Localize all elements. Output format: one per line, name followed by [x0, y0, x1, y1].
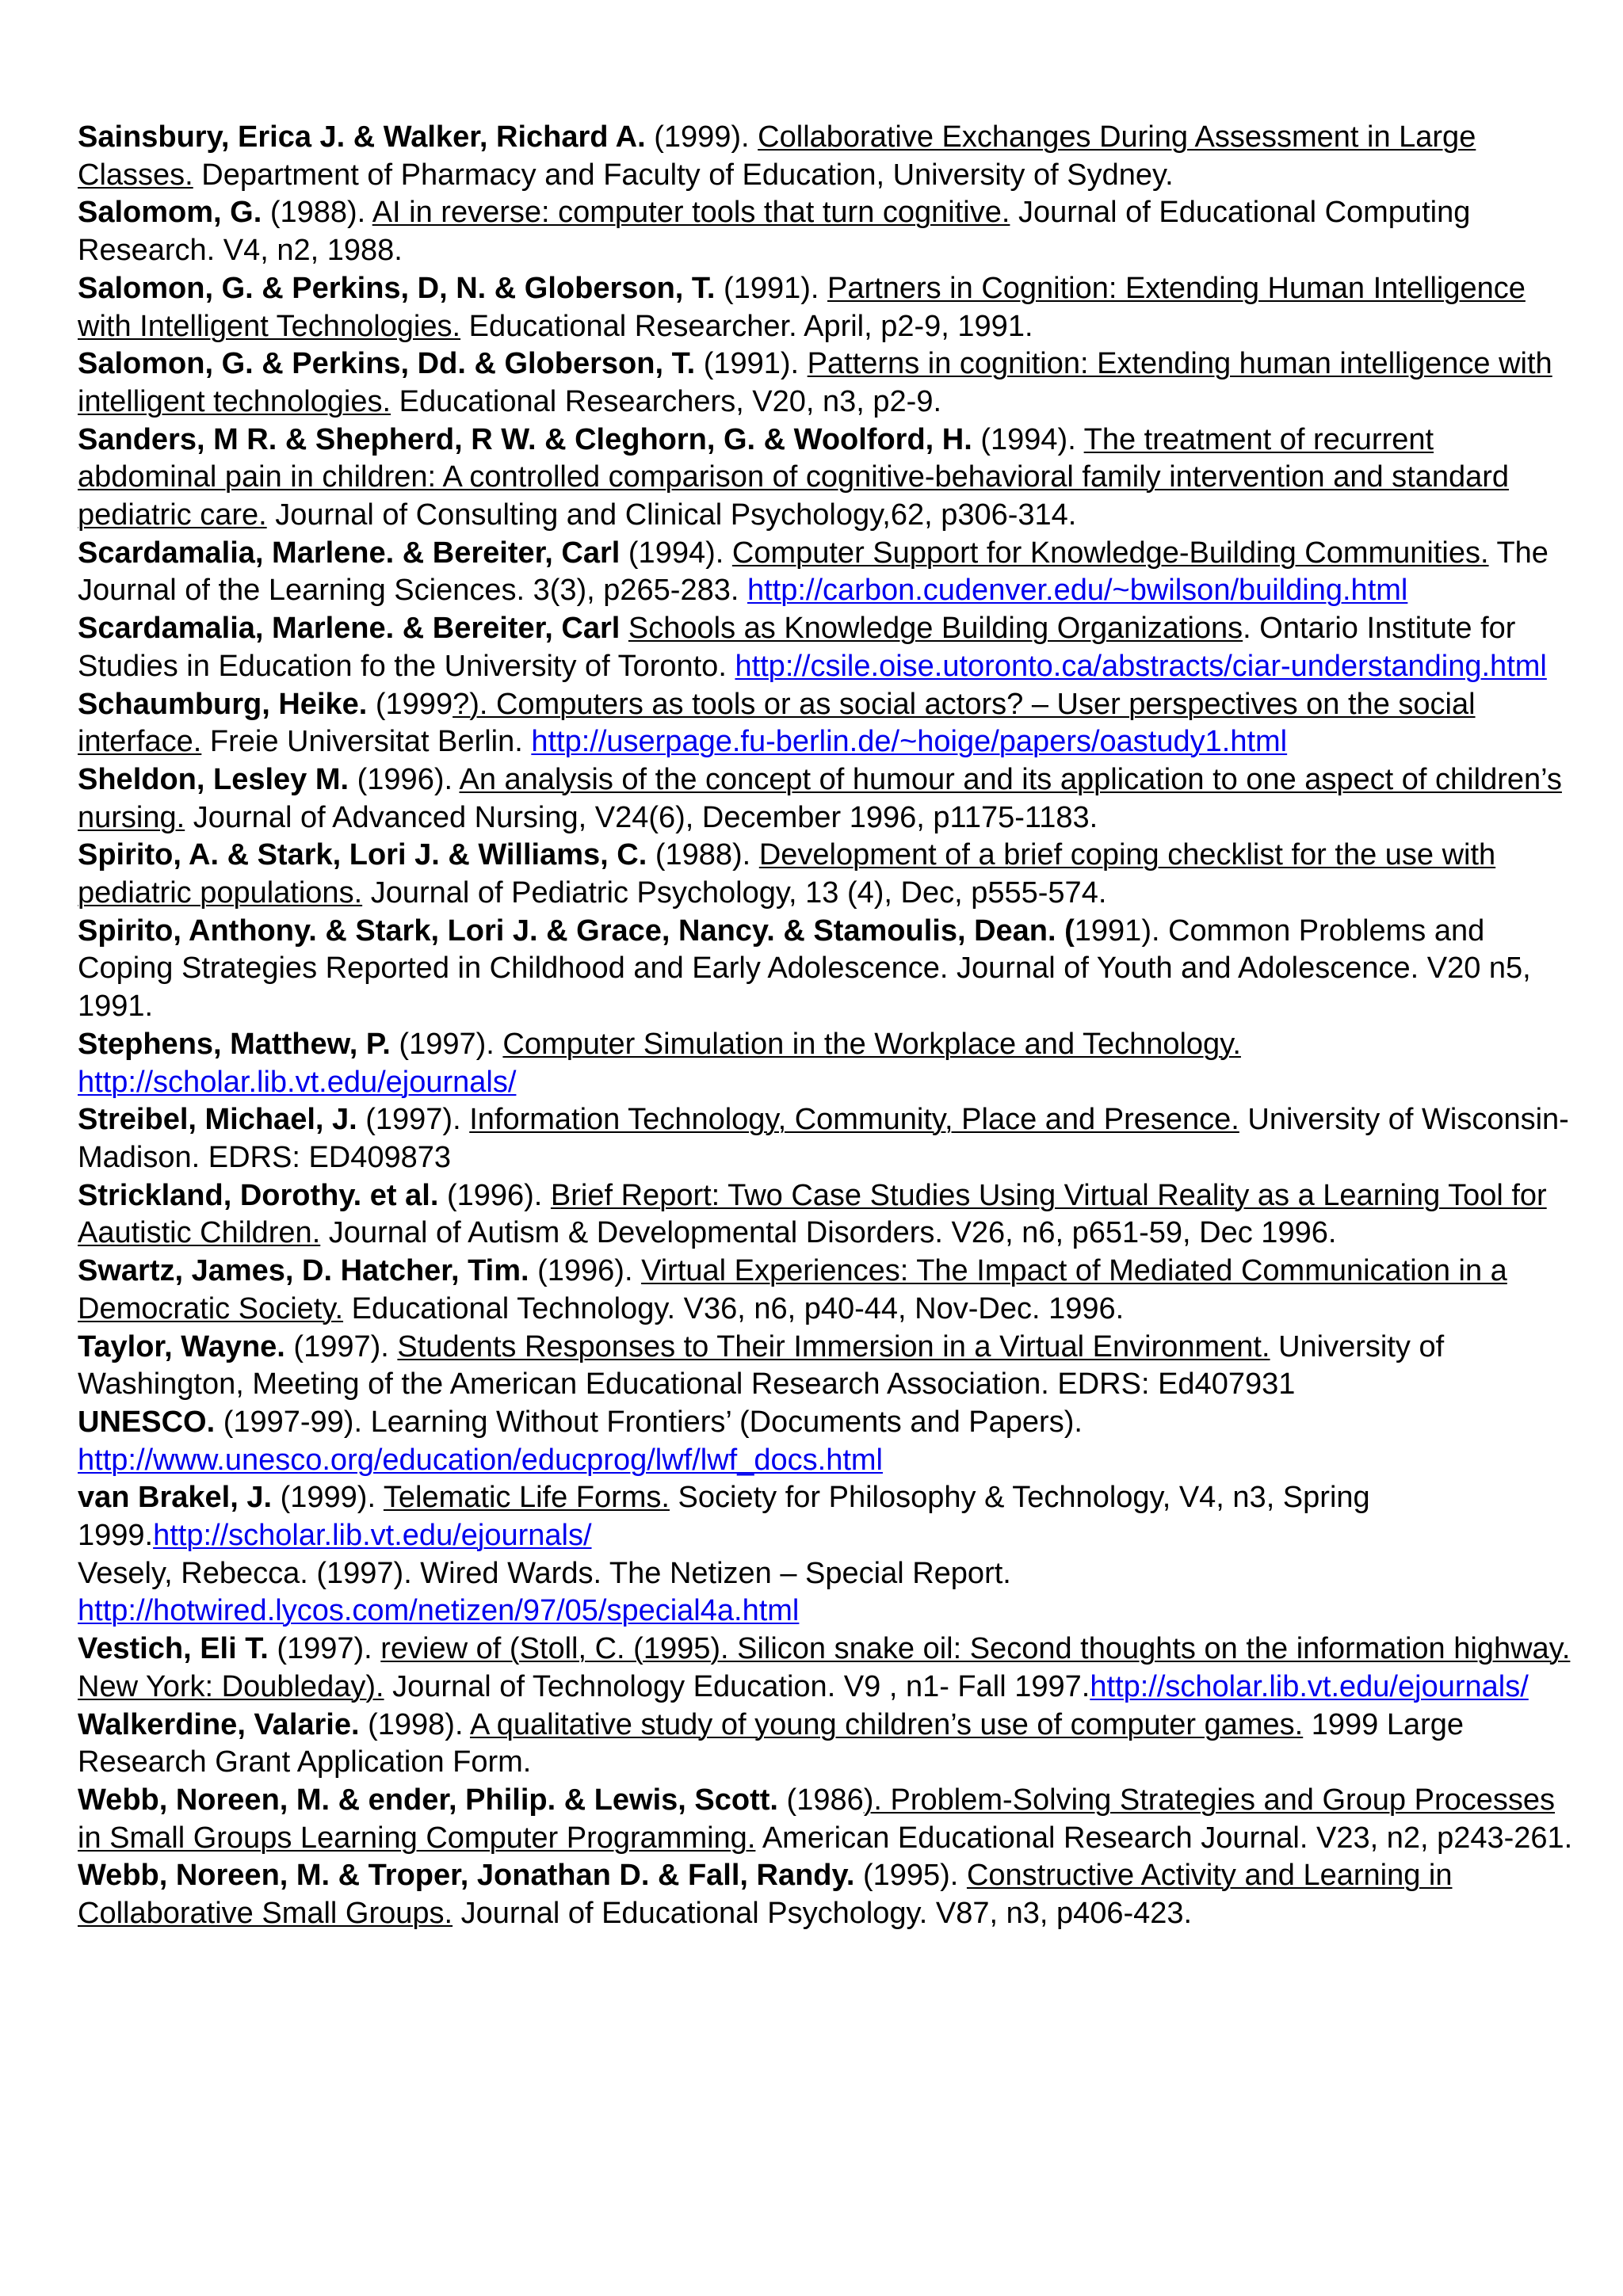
reference-source: Educational Researcher. April, p2-9, 1991.	[460, 309, 1033, 343]
reference-title: Computer Simulation in the Workplace and Technology.	[502, 1027, 1241, 1061]
reference-source: Journal of Advanced Nursing, V24(6), December 1996, p1175-1183.	[185, 800, 1098, 834]
reference-title: Students Responses to Their Immersion in a Virtual Environment.	[397, 1329, 1270, 1363]
reference-source: Common Problems and Coping Strategies Reported in Childhood and Early Adolescence. Journal of Youth and Adolescence. V20 n5, 1991.	[78, 913, 1531, 1024]
reference-source: Department of Pharmacy and Faculty of Education, University of Sydney.	[193, 158, 1174, 192]
reference-entry	[78, 1177, 1575, 1253]
reference-title: Brief Report: Two Case Studies Using Virtual Reality as a Learning Tool for Aautistic Children.	[78, 1178, 1547, 1250]
reference-title: Virtual Experiences: The Impact of Mediated Communication in a Democratic Society.	[78, 1254, 1507, 1325]
reference-entry	[78, 761, 1575, 837]
reference-entry	[78, 1404, 1575, 1479]
reference-source: Learning Without Frontiers’ (Documents and Papers).	[370, 1405, 1083, 1439]
reference-authors: Spirito, A. & Stark, Lori J. & Williams, C.	[78, 838, 647, 872]
reference-authors: Strickland, Dorothy. et al.	[78, 1178, 439, 1212]
reference-title: ?). Computers as tools or as social actors? – User perspectives on the social interface.	[78, 687, 1476, 759]
reference-authors: Sanders, M R. & Shepherd, R W. & Cleghorn, G. & Woolford, H.	[78, 422, 972, 456]
reference-title: review of (Stoll, C. (1995). Silicon snake oil: Second thoughts on the information highway. New York: Doubleday).	[78, 1632, 1571, 1703]
reference-year: (1991).	[695, 347, 808, 381]
reference-authors: van Brakel, J.	[78, 1481, 273, 1515]
reference-year: (1999).	[645, 120, 758, 154]
reference-year: (1988).	[647, 838, 759, 872]
reference-authors: Webb, Noreen, M. & ender, Philip. & Lewis, Scott.	[78, 1783, 778, 1817]
reference-source: Educational Researchers, V20, n3, p2-9.	[391, 384, 942, 418]
reference-authors: Walkerdine, Valarie.	[78, 1707, 360, 1741]
reference-authors: Vestich, Eli T.	[78, 1632, 269, 1666]
reference-year: (1997).	[268, 1632, 381, 1666]
reference-entry	[78, 1555, 1575, 1630]
reference-year: (1995).	[854, 1859, 967, 1893]
reference-entry	[78, 1253, 1575, 1328]
reference-source: Journal of Technology Education. V9 , n1- Fall 1997.	[384, 1669, 1090, 1703]
reference-year: (1994).	[972, 422, 1084, 456]
reference-year: (1998).	[359, 1707, 470, 1741]
reference-year: (1999	[367, 687, 453, 721]
reference-source: Journal of Educational Computing Research. V4, n2, 1988.	[78, 196, 1471, 268]
reference-authors: UNESCO.	[78, 1405, 216, 1439]
reference-year: (1997).	[285, 1329, 398, 1363]
reference-title: Partners in Cognition: Extending Human Intelligence with Intelligent Technologies.	[78, 271, 1526, 343]
reference-authors: Webb, Noreen, M. & Troper, Jonathan D. & Fall, Randy.	[78, 1859, 855, 1893]
reference-title: Development of a brief coping checklist for the use with pediatric populations.	[78, 838, 1496, 910]
reference-authors: Salomon, G. & Perkins, D, N. & Globerson, T.	[78, 271, 716, 305]
reference-entry	[78, 194, 1575, 269]
reference-link[interactable]: http://hotwired.lycos.com/netizen/97/05/special4a.html	[78, 1594, 800, 1628]
reference-authors: Schaumburg, Heike.	[78, 687, 368, 721]
reference-authors: Swartz, James, D. Hatcher, Tim.	[78, 1254, 529, 1288]
reference-link[interactable]: http://scholar.lib.vt.edu/ejournals/	[153, 1519, 592, 1553]
reference-entry	[78, 610, 1575, 685]
reference-source: American Educational Research Journal. V23, n2, p243-261.	[755, 1821, 1573, 1855]
reference-source: Journal of Educational Psychology. V87, n3, p406-423.	[453, 1897, 1193, 1931]
reference-source: . Ontario Institute for Studies in Education fo the University of Toronto.	[78, 612, 1516, 683]
reference-source: 1999 Large Research Grant Application Form.	[78, 1707, 1465, 1779]
reference-authors: Spirito, Anthony. & Stark, Lori J. & Grace, Nancy. & Stamoulis, Dean. (	[78, 913, 1075, 948]
reference-link[interactable]: http://csile.oise.utoronto.ca/abstracts/ciar-understanding.html	[735, 649, 1547, 683]
reference-entry	[78, 837, 1575, 912]
reference-year: (1997).	[390, 1027, 503, 1061]
reference-entry	[78, 686, 1575, 761]
reference-source: University of Washington, Meeting of the American Educational Research Association. EDRS: Ed407931	[78, 1329, 1445, 1402]
reference-entry	[78, 535, 1575, 610]
reference-year: (1996).	[438, 1178, 551, 1212]
reference-authors: Sainsbury, Erica J. & Walker, Richard A.	[78, 120, 646, 154]
reference-title: Schools as Knowledge Building Organizations	[628, 612, 1243, 646]
reference-source: Freie Universitat Berlin.	[201, 725, 532, 759]
reference-year: (1986	[777, 1783, 864, 1817]
reference-year: (1994).	[620, 536, 732, 570]
reference-source: Vesely, Rebecca. (1997). Wired Wards. The Netizen – Special Report.	[78, 1556, 1011, 1590]
reference-entry	[78, 1782, 1575, 1857]
reference-year: 1991).	[1074, 913, 1169, 948]
reference-title: ). Problem-Solving Strategies and Group Processes in Small Groups Learning Computer Programming.	[78, 1783, 1556, 1855]
reference-title: An analysis of the concept of humour and its application to one aspect of children’s nursing.	[78, 762, 1562, 834]
reference-authors: Stephens, Matthew, P.	[78, 1027, 391, 1061]
reference-year: (1997).	[357, 1103, 470, 1137]
reference-entry	[78, 119, 1575, 194]
reference-year	[620, 612, 628, 645]
reference-authors: Streibel, Michael, J.	[78, 1103, 357, 1137]
reference-entry	[78, 913, 1575, 1026]
reference-title: AI in reverse: computer tools that turn cognitive.	[372, 196, 1010, 230]
reference-title: Patterns in cognition: Extending human intelligence with intelligent technologies.	[78, 347, 1552, 418]
reference-entry	[78, 1707, 1575, 1782]
reference-title: Constructive Activity and Learning in Collaborative Small Groups.	[78, 1859, 1453, 1931]
reference-source: Educational Technology. V36, n6, p40-44, Nov-Dec. 1996.	[343, 1291, 1125, 1325]
reference-entry	[78, 270, 1575, 345]
reference-authors: Salomon, G. & Perkins, Dd. & Globerson, T.	[78, 347, 696, 381]
reference-title: Computer Support for Knowledge-Building Communities.	[731, 536, 1489, 570]
reference-entry	[78, 1857, 1575, 1932]
reference-authors: Salomom, G.	[78, 196, 262, 230]
reference-title: The treatment of recurrent abdominal pain in children: A controlled comparison of cognitive-behavioral family intervention and standard pediatric care.	[78, 422, 1510, 532]
reference-entry	[78, 1329, 1575, 1404]
reference-year: (1991).	[715, 271, 828, 305]
reference-authors: Scardamalia, Marlene. & Bereiter, Carl	[78, 536, 621, 570]
reference-link[interactable]: http://carbon.cudenver.edu/~bwilson/building.html	[747, 574, 1408, 608]
reference-link[interactable]: http://scholar.lib.vt.edu/ejournals/	[78, 1065, 517, 1099]
reference-source: Society for Philosophy & Technology, V4, n3, Spring 1999.	[78, 1481, 1370, 1553]
reference-source: University of Wisconsin-Madison. EDRS: ED409873	[78, 1103, 1569, 1174]
reference-entry	[78, 1479, 1575, 1554]
reference-entry	[78, 1026, 1575, 1101]
reference-entry	[78, 1101, 1575, 1177]
reference-year: (1988).	[262, 196, 372, 230]
reference-year: (1999).	[272, 1481, 384, 1515]
reference-title: Telematic Life Forms.	[383, 1481, 670, 1515]
reference-year: (1997-99).	[215, 1405, 371, 1439]
reference-year: (1996).	[349, 762, 460, 796]
reference-authors: Scardamalia, Marlene. & Bereiter, Carl	[78, 612, 621, 646]
reference-entry	[78, 421, 1575, 535]
reference-entry	[78, 1630, 1575, 1706]
reference-list	[78, 119, 1575, 1933]
reference-source: The Journal of the Learning Sciences. 3(3), p265-283.	[78, 536, 1549, 608]
reference-year: (1996).	[529, 1254, 642, 1288]
reference-authors: Taylor, Wayne.	[78, 1329, 285, 1363]
reference-title: Collaborative Exchanges During Assessment in Large Classes.	[78, 120, 1476, 192]
reference-title: A qualitative study of young children’s use of computer games.	[469, 1707, 1304, 1741]
reference-authors: Sheldon, Lesley M.	[78, 762, 349, 796]
reference-link[interactable]: http://scholar.lib.vt.edu/ejournals/	[1090, 1669, 1529, 1703]
reference-source: Journal of Consulting and Clinical Psychology,62, p306-314.	[266, 498, 1077, 532]
reference-source: Journal of Autism & Developmental Disorders. V26, n6, p651-59, Dec 1996.	[320, 1216, 1337, 1250]
reference-title: Information Technology, Community, Place and Presence.	[469, 1103, 1239, 1137]
reference-link[interactable]: http://userpage.fu-berlin.de/~hoige/papers/oastudy1.html	[531, 725, 1288, 759]
reference-link[interactable]: http://www.unesco.org/education/educprog/lwf/lwf_docs.html	[78, 1443, 883, 1477]
reference-source: Journal of Pediatric Psychology, 13 (4), Dec, p555-574.	[362, 876, 1107, 910]
reference-entry	[78, 345, 1575, 421]
